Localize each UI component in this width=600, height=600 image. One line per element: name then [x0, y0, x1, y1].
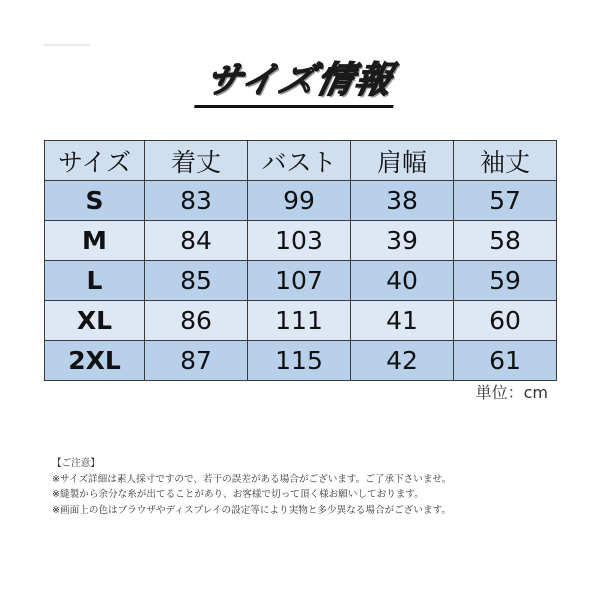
table-row	[45, 341, 557, 381]
bust-cell: 111	[248, 301, 351, 341]
size-label: S	[45, 181, 145, 221]
header-length: 着丈	[145, 141, 248, 181]
size-label: L	[45, 261, 145, 301]
length-cell: 85	[145, 261, 248, 301]
notes-block	[52, 456, 572, 518]
table-row	[45, 301, 557, 341]
note-line: ※サイズ詳細は素人採寸ですので、若干の誤差がある場合がございます。ご了承下さいませ。	[52, 473, 452, 485]
bust-cell: 99	[248, 181, 351, 221]
size-table	[44, 140, 557, 381]
page-title: サイズ情報	[194, 52, 405, 108]
shoulder-cell: 39	[351, 221, 454, 261]
sleeve-cell: 58	[454, 221, 557, 261]
size-label: XL	[45, 301, 145, 341]
corner-divider	[44, 44, 90, 46]
table-header-row	[45, 141, 557, 181]
header-bust: バスト	[248, 141, 351, 181]
size-label: 2XL	[45, 341, 145, 381]
sleeve-cell: 57	[454, 181, 557, 221]
shoulder-cell: 40	[351, 261, 454, 301]
bust-cell: 115	[248, 341, 351, 381]
note-line: ※縫製から余分な糸が出てることがあり、お客様で切って頂く様お願いしております。	[52, 489, 424, 500]
sleeve-cell: 61	[454, 341, 557, 381]
length-cell: 86	[145, 301, 248, 341]
title-banner	[0, 52, 600, 108]
sleeve-cell: 60	[454, 301, 557, 341]
shoulder-cell: 38	[351, 181, 454, 221]
length-cell: 84	[145, 221, 248, 261]
length-cell: 87	[145, 341, 248, 381]
unit-label: 単位：cm	[475, 383, 548, 402]
sleeve-cell: 59	[454, 261, 557, 301]
note-line: ※画面上の色はブラウザやディスプレイの設定等により実物と多少異なる場合がございます。	[52, 504, 451, 516]
table-row	[45, 221, 557, 261]
size-label: M	[45, 221, 145, 261]
length-cell: 83	[145, 181, 248, 221]
shoulder-cell: 42	[351, 341, 454, 381]
shoulder-cell: 41	[351, 301, 454, 341]
notes-heading: 【ご注意】	[52, 458, 100, 469]
bust-cell: 103	[248, 221, 351, 261]
bust-cell: 107	[248, 261, 351, 301]
table-row	[45, 261, 557, 301]
table-row	[45, 181, 557, 221]
header-sleeve: 袖丈	[454, 141, 557, 181]
header-shoulder: 肩幅	[351, 141, 454, 181]
header-size: サイズ	[45, 141, 145, 181]
